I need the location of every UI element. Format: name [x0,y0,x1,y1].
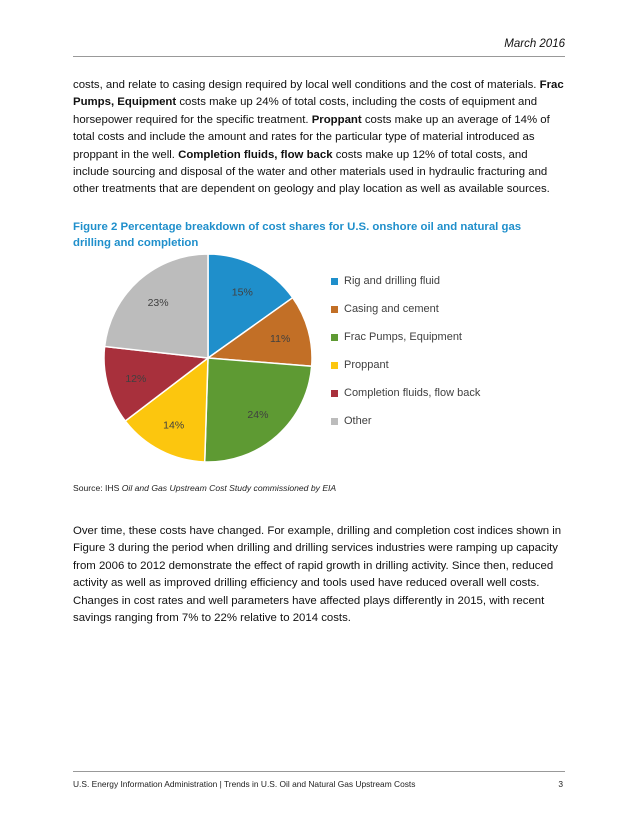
legend-item-2 [331,323,480,351]
legend-swatch-5 [331,418,338,425]
chart-legend [331,267,480,435]
pie-slice-label-4: 12% [125,372,147,385]
intro-bold-completion-fluids: Completion fluids, flow back [178,148,333,161]
legend-swatch-0 [331,278,338,285]
legend-item-5 [331,407,480,435]
figure-caption: Figure 2 Percentage breakdown of cost shares for U.S. onshore oil and natural gas drilling and completion [73,221,522,249]
pie-chart-container [73,250,565,475]
pie-slice-label-0: 15% [231,286,253,299]
header-divider [73,56,565,57]
footer-divider [73,771,565,772]
pie-slice-label-5: 23% [147,297,169,310]
pie-chart [73,250,565,475]
legend-label-3: Proppant [344,359,389,371]
legend-swatch-1 [331,306,338,313]
legend-item-1 [331,295,480,323]
legend-label-4: Completion fluids, flow back [344,387,481,399]
figure-source [73,483,336,493]
intro-text-2: costs make up 24% of total costs, including the costs of equipment and horsepower required for the specific treatment. [73,96,538,126]
intro-bold-frac-pumps: Frac Pumps, Equipment [73,79,564,109]
legend-label-5: Other [344,415,372,427]
source-title: Oil and Gas Upstream Cost Study commissioned by EIA [121,483,337,493]
intro-text-3: costs make up an average of 14% of total costs and include the amount and rates for the particular type of material introduced as proppant in the well. [73,113,550,161]
legend-swatch-2 [331,334,338,341]
intro-text-1: costs, and relate to casing design required by local well conditions and the cost of materials. [73,79,540,91]
pie-slice-label-1: 11% [270,333,291,346]
header-date: March 2016 [504,38,565,50]
legend-item-0 [331,267,480,295]
source-prefix: Source: IHS [73,483,122,493]
pie-slice-label-2: 24% [247,408,269,421]
legend-label-0: Rig and drilling fluid [344,275,440,287]
intro-paragraph [73,77,565,199]
intro-bold-proppant: Proppant [311,113,362,126]
intro-text-4: costs make up 12% of total costs, and include sourcing and disposal of the water and other materials used in hydraulic fracturing and other treatments that are dependent on geology and play location as well as available sources. [73,148,550,196]
pie-slice-label-3: 14% [163,419,185,432]
footer-text: U.S. Energy Information Administration | Trends in U.S. Oil and Natural Gas Upstream Costs [73,779,416,789]
legend-label-1: Casing and cement [344,303,439,315]
legend-label-2: Frac Pumps, Equipment [344,331,462,343]
page-number: 3 [558,779,563,789]
closing-paragraph: Over time, these costs have changed. For example, drilling and completion cost indices shown in Figure 3 during the period when drilling and drilling services industries were ramping up capacity from 2006 to 2012 demonstrate the effect of rapid growth in drilling activity. Since then, reduced activity as well as improved drilling efficiency and tools used have reduced overall well costs. Changes in cost rates and well parameters have affected plays differently in 2015, with recent savings ranging from 7% to 22% relative to 2014 costs. [73,525,562,625]
legend-item-4 [331,379,480,407]
legend-swatch-3 [331,362,338,369]
legend-swatch-4 [331,390,338,397]
legend-item-3 [331,351,480,379]
